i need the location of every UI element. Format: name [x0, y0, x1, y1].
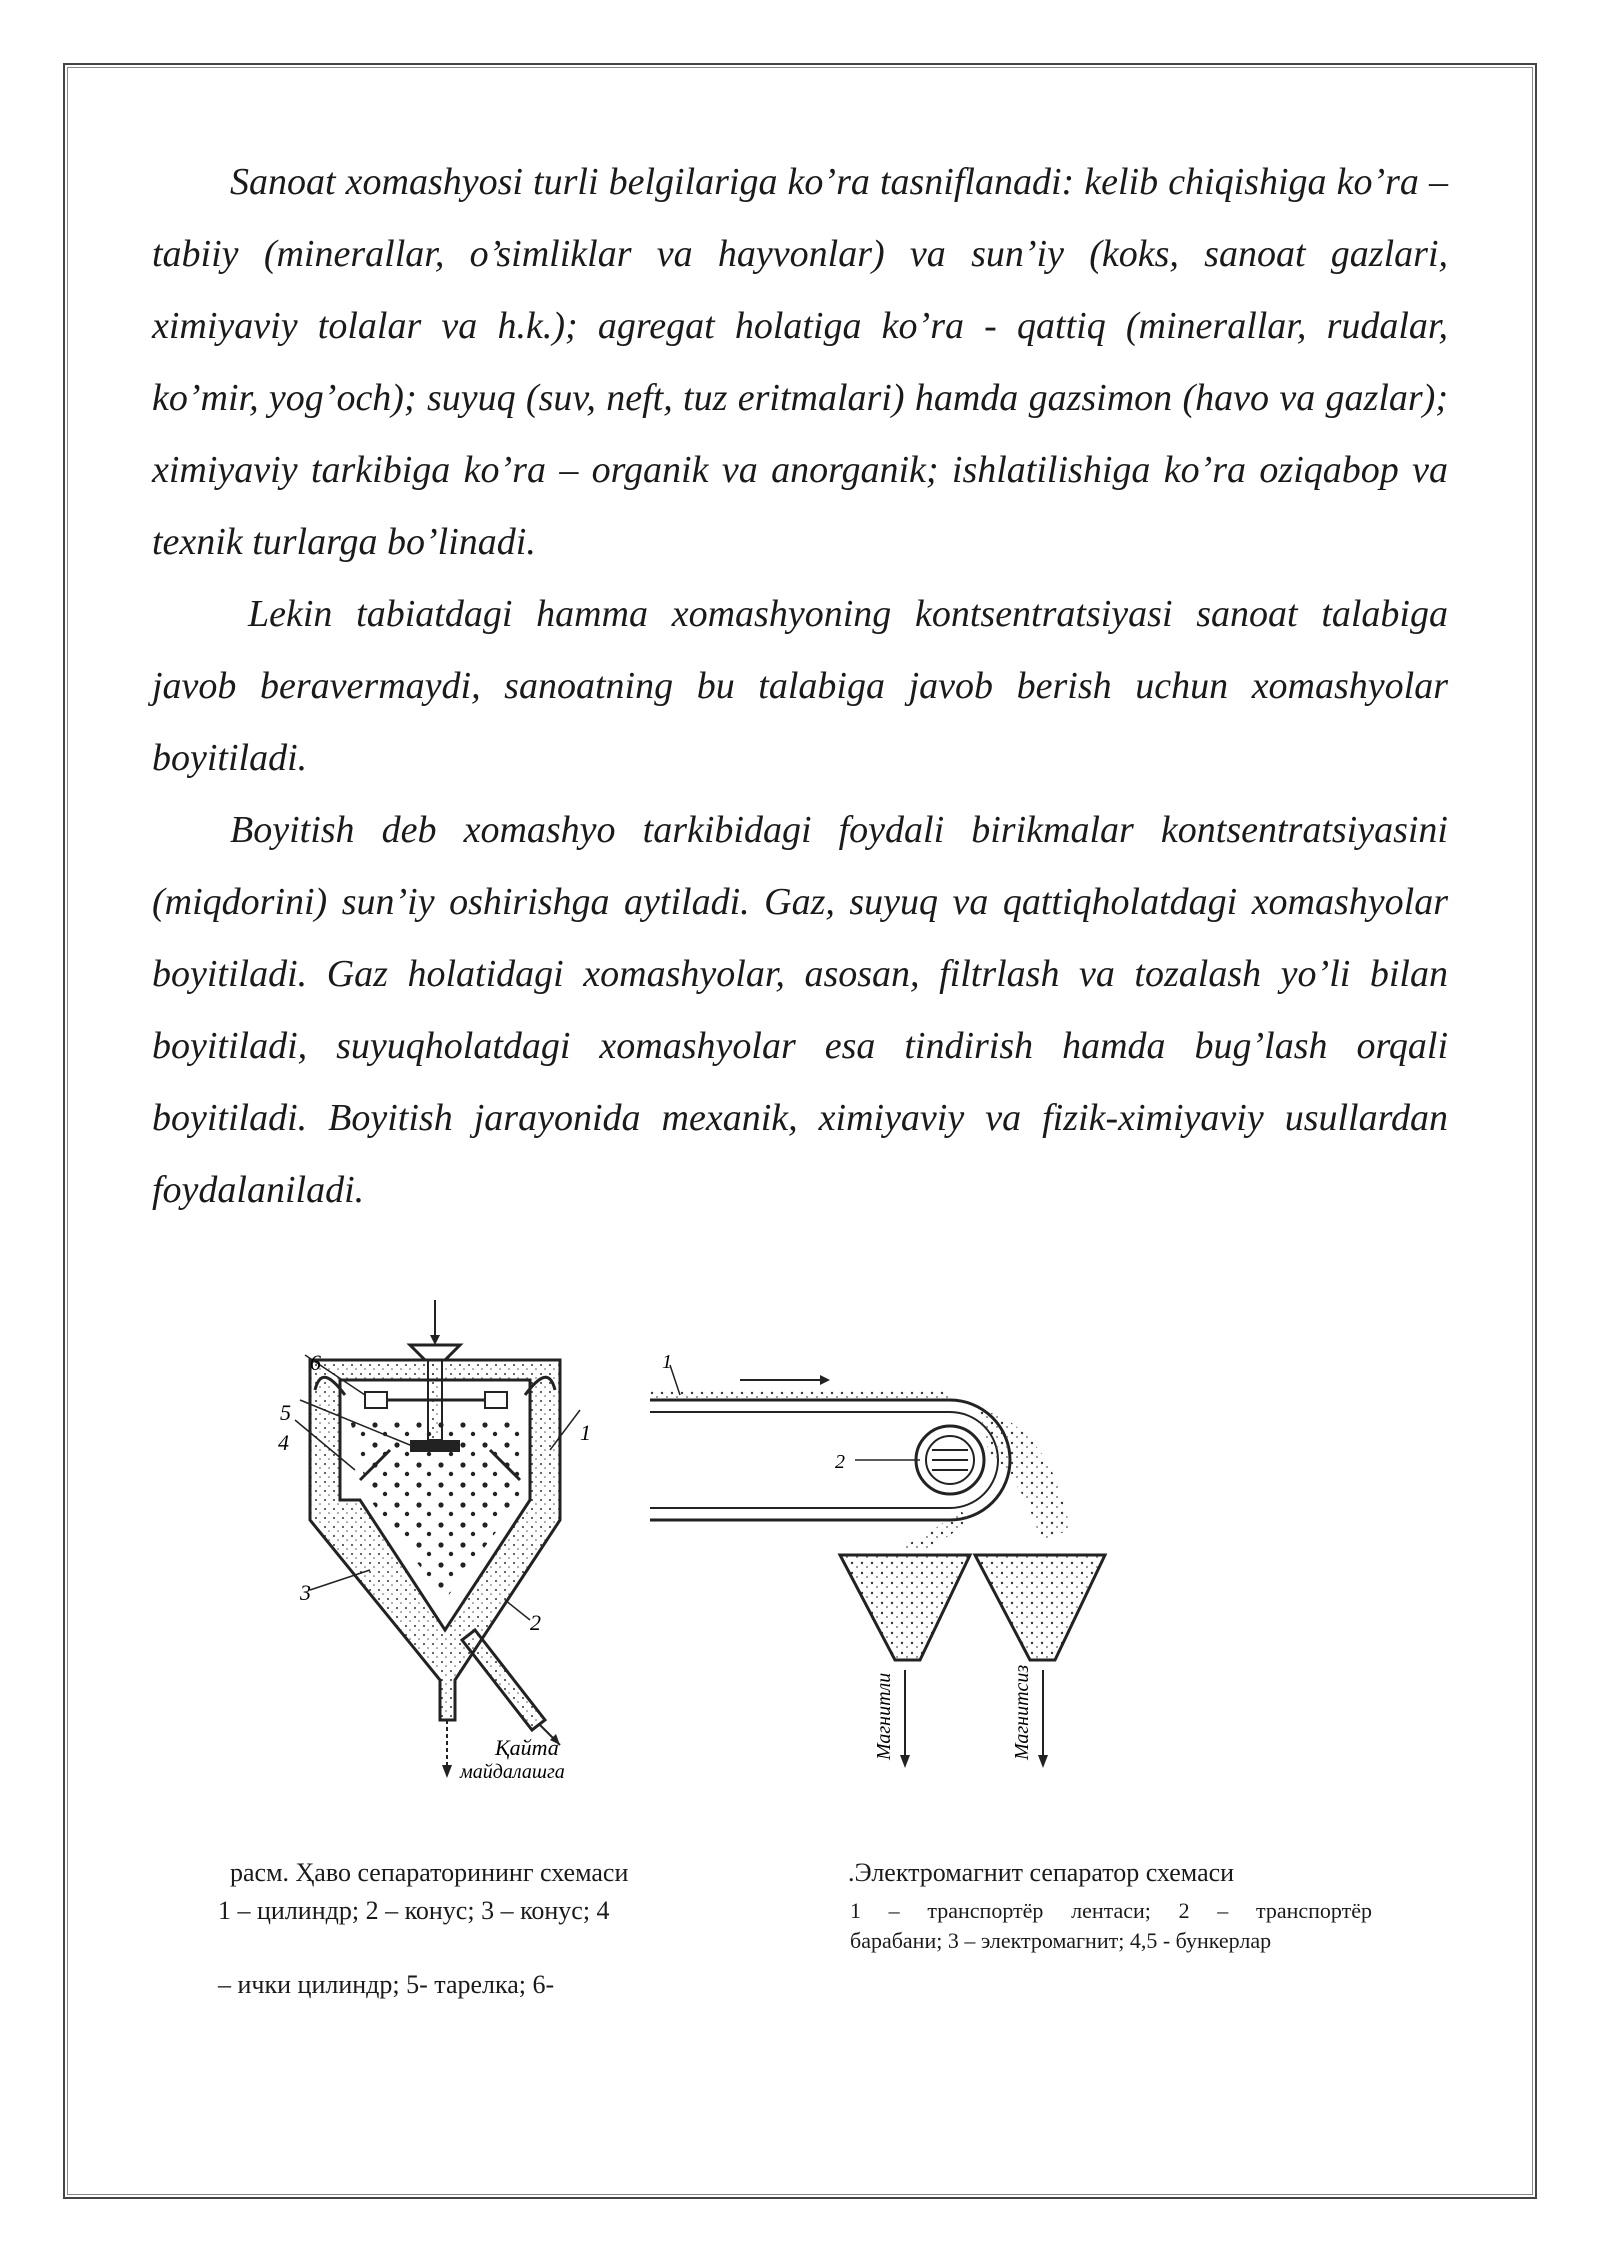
caption-right-line2: барабани; 3 – электромагнит; 4,5 - бункерлар	[850, 1928, 1272, 1953]
paragraph-2: Lekin tabiatdagi hamma xomashyoning kontsentratsiyasi sanoat talabiga javob beravermaydi, sanoatning bu talabiga javob berish uchun xomashyolar boyitiladi.	[152, 593, 1448, 779]
outlet-label-2: майдалашга	[460, 1761, 565, 1783]
label-4: 4	[278, 1430, 289, 1455]
label-3: 3	[300, 1580, 311, 1605]
caption-left-line2: 1 – цилиндр; 2 – конус; 3 – конус; 4	[218, 1896, 610, 1925]
caption-left-line1: расм. Ҳаво сепараторининг схемаси	[230, 1858, 629, 1887]
outlet-nonmagnetic: Магнитсиз	[1011, 1664, 1033, 1760]
outlet-label-1: Қайта	[495, 1735, 559, 1760]
electromagnetic-separator-diagram	[640, 1350, 1120, 1790]
label-5: 5	[280, 1400, 291, 1425]
body-text	[152, 146, 1448, 1226]
caption-right-line1: 1 – транспортёр лентаси; 2 – транспортёр	[850, 1898, 1372, 1923]
outlet-magnetic: Магнитли	[873, 1672, 895, 1760]
paragraph-3: Boyitish deb xomashyo tarkibidagi foydali birikmalar kontsentratsiyasini (miqdorini) sun’iy oshirishga aytiladi. Gaz, suyuq va qattiqholatdagi xomashyolar boyitiladi. Gaz holatidagi xomashyolar, asosan, filtrlash va tozalash yo’li bilan boyitiladi, suyuqholatdagi xomashyolar esa tindirish hamda bug’lash orqali boyitiladi. Boyitish jarayonida mexanik, ximiyaviy va fizik-ximiyaviy usullardan foydalaniladi.	[152, 809, 1448, 1211]
label-6: 6	[310, 1350, 321, 1375]
paragraph-1: Sanoat xomashyosi turli belgilariga ko’ra tasniflanadi: kelib chiqishiga ko’ra – tabiiy (minerallar, o’simliklar va hayvonlar) va sun’iy (koks, sanoat gazlari, ximiyaviy tolalar va h.k.); agregat holatiga ko’ra - qattiq (minerallar, rudalar, ko’mir, yog’och); suyuq (suv, neft, tuz eritmalari) hamda gazsimon (havo va gazlar); ximiyaviy tarkibiga ko’ra – organik va anorganik; ishlatilishiga ko’ra oziqabop va texnik turlarga bo’linadi.	[152, 161, 1448, 563]
air-separator-diagram	[260, 1300, 620, 1800]
caption-right-title: .Электромагнит сепаратор схемаси	[848, 1858, 1235, 1887]
caption-left-line3: – ички цилиндр; 5- тарелка; 6-	[218, 1970, 555, 1999]
label-2: 2	[835, 1451, 845, 1473]
label-2: 2	[530, 1610, 541, 1635]
label-1: 1	[580, 1420, 591, 1445]
label-1: 1	[662, 1351, 672, 1373]
